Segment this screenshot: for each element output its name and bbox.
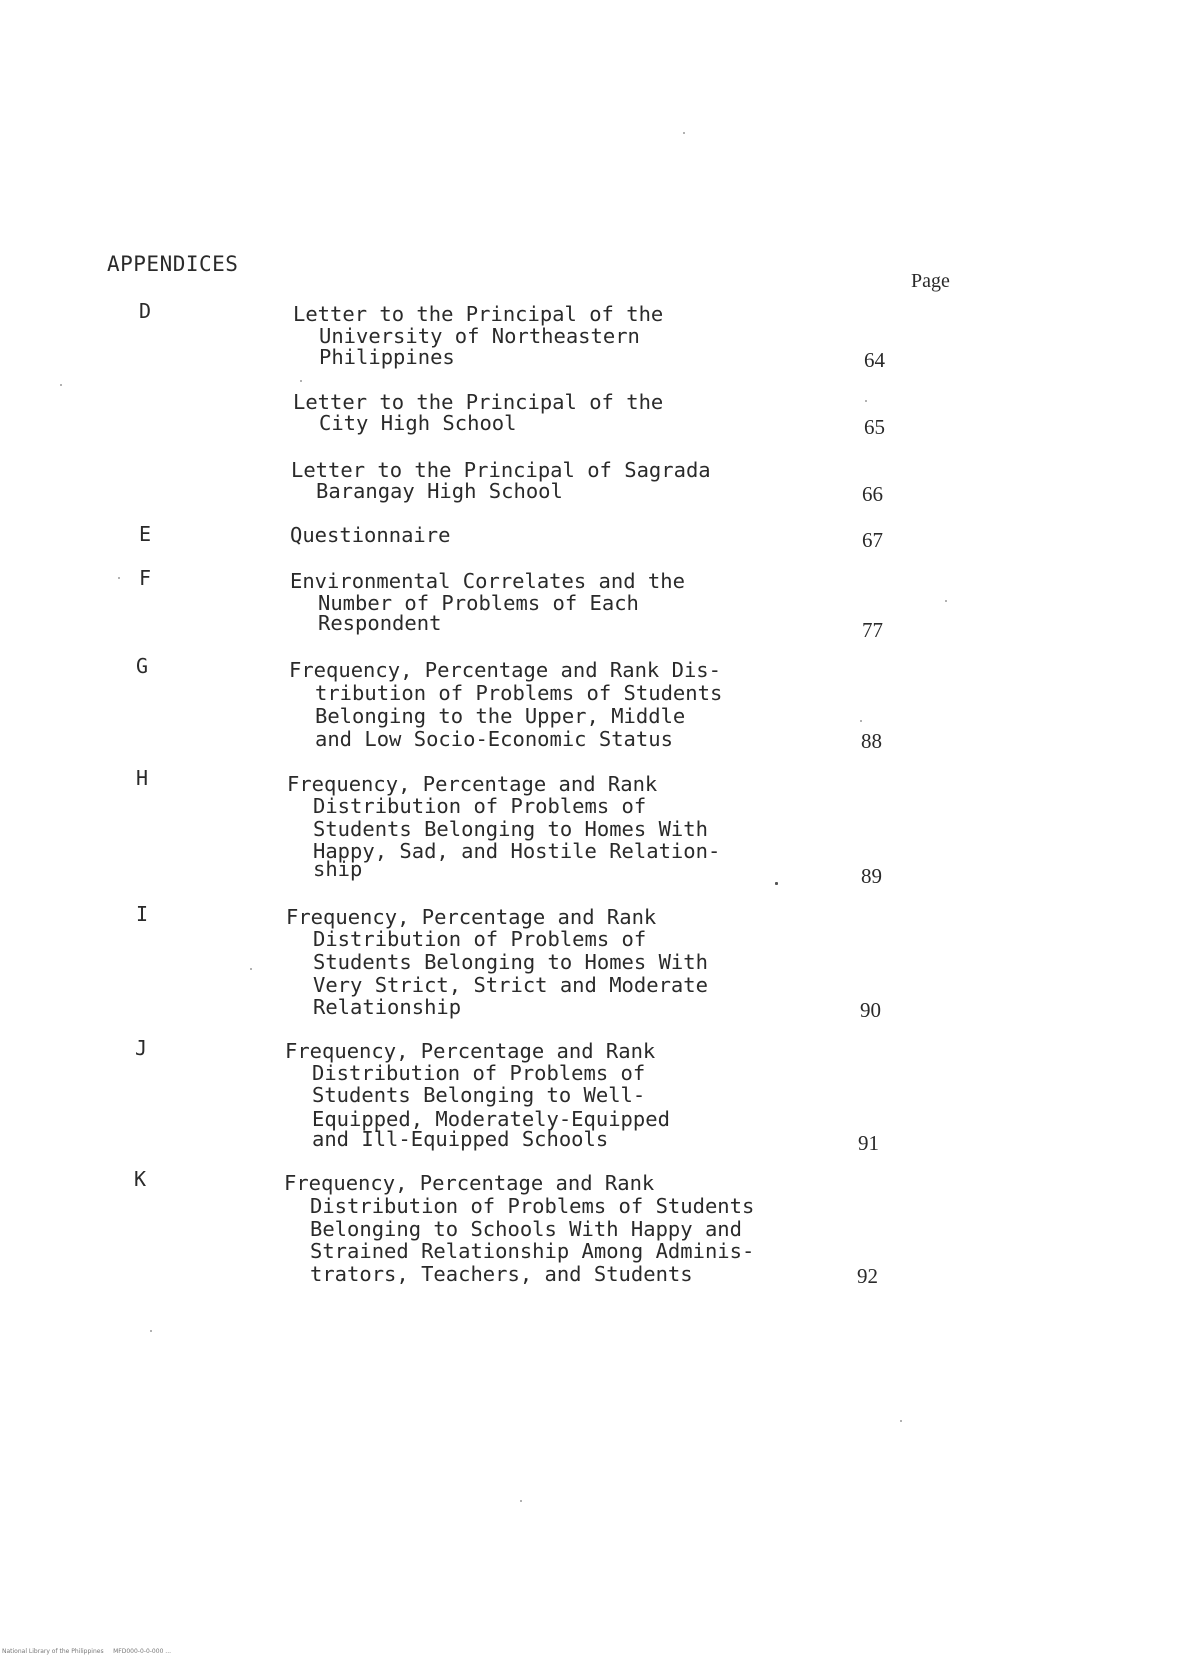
page-column-label: Page (911, 270, 950, 292)
entry-page-number: 64 (864, 348, 885, 372)
entry-title-line: Very Strict, Strict and Moderate (313, 973, 708, 997)
entry-title-line: Letter to the Principal of the (293, 302, 664, 326)
entry-page-number: 65 (864, 415, 885, 439)
entry-title-line: Students Belonging to Well- (312, 1083, 646, 1107)
entry-title-line: Letter to the Principal of Sagrada (291, 458, 711, 482)
entry-title-line: Frequency, Percentage and Rank Dis- (289, 658, 721, 682)
entry-title-line: Environmental Correlates and the (290, 569, 685, 593)
entry-title-line: Letter to the Principal of the (293, 390, 664, 414)
entry-page-number: 89 (861, 864, 882, 888)
entry-title-line: Frequency, Percentage and Rank (286, 905, 657, 929)
entry-title-line: Distribution of Problems of (312, 1061, 646, 1085)
appendices-heading: APPENDICES (107, 252, 239, 276)
entry-page-number: 91 (858, 1131, 879, 1155)
appendix-letter: J (135, 1036, 148, 1060)
appendix-letter: H (136, 766, 149, 790)
scan-speck (300, 380, 302, 382)
entry-title-line: Frequency, Percentage and Rank (284, 1171, 655, 1195)
entry-page-number: 90 (860, 998, 881, 1022)
entry-title-line: Distribution of Problems of Students (310, 1194, 755, 1218)
entry-title-line: tribution of Problems of Students (315, 681, 723, 705)
scan-speck (860, 720, 862, 722)
scan-speck (775, 882, 778, 885)
entry-title-line: Students Belonging to Homes With (313, 817, 708, 841)
entry-page-number: 92 (857, 1264, 878, 1288)
scan-footer: National Library of the Philippines MFD000-0-0-000 ... (2, 1648, 172, 1655)
entry-title-line: Distribution of Problems of (313, 794, 647, 818)
entry-title-line: Distribution of Problems of (313, 927, 647, 951)
scan-speck (520, 1500, 522, 1502)
entry-title-line: Frequency, Percentage and Rank (287, 772, 658, 796)
scan-speck (945, 600, 947, 602)
appendix-letter: G (136, 654, 149, 678)
entry-title-line: Equipped, Moderately-Equipped (312, 1107, 670, 1131)
entry-title-line: ship (313, 857, 363, 881)
entry-title-line: Belonging to Schools With Happy and (310, 1217, 742, 1241)
entry-title-line: Relationship (313, 995, 462, 1019)
scan-speck (683, 132, 685, 134)
entry-title-line: Respondent (318, 611, 442, 635)
entry-title-line: and Low Socio-Economic Status (315, 727, 673, 751)
entry-title-line: Barangay High School (316, 479, 563, 503)
entry-title-line: Happy, Sad, and Hostile Relation- (313, 839, 721, 863)
entry-title-line: Philippines (319, 345, 455, 369)
entry-page-number: 67 (862, 528, 883, 552)
scan-speck (250, 968, 252, 970)
entry-title-line: Belonging to the Upper, Middle (315, 704, 686, 728)
entry-title-line: University of Northeastern (319, 324, 640, 348)
appendix-letter: E (139, 522, 152, 546)
entry-page-number: 66 (862, 482, 883, 506)
scan-speck (900, 1420, 902, 1422)
entry-title-line: Students Belonging to Homes With (313, 950, 708, 974)
entry-title-line: Strained Relationship Among Adminis- (310, 1239, 755, 1263)
appendix-letter: I (136, 902, 149, 926)
scan-speck (118, 577, 120, 579)
scan-speck (865, 400, 867, 402)
entry-title-line: trators, Teachers, and Students (310, 1262, 693, 1286)
appendix-letter: D (139, 299, 152, 323)
entry-title-line: and Ill-Equipped Schools (312, 1127, 609, 1151)
scan-speck (60, 384, 62, 386)
entry-title-line: Number of Problems of Each (318, 591, 639, 615)
entry-title-line: Frequency, Percentage and Rank (285, 1039, 656, 1063)
entry-title-line: City High School (319, 411, 517, 435)
scan-speck (150, 1330, 152, 1332)
entry-page-number: 88 (861, 729, 882, 753)
entry-title-line: Questionnaire (290, 523, 451, 547)
entry-page-number: 77 (862, 618, 883, 642)
appendix-letter: K (134, 1167, 147, 1191)
appendix-letter: F (139, 566, 152, 590)
